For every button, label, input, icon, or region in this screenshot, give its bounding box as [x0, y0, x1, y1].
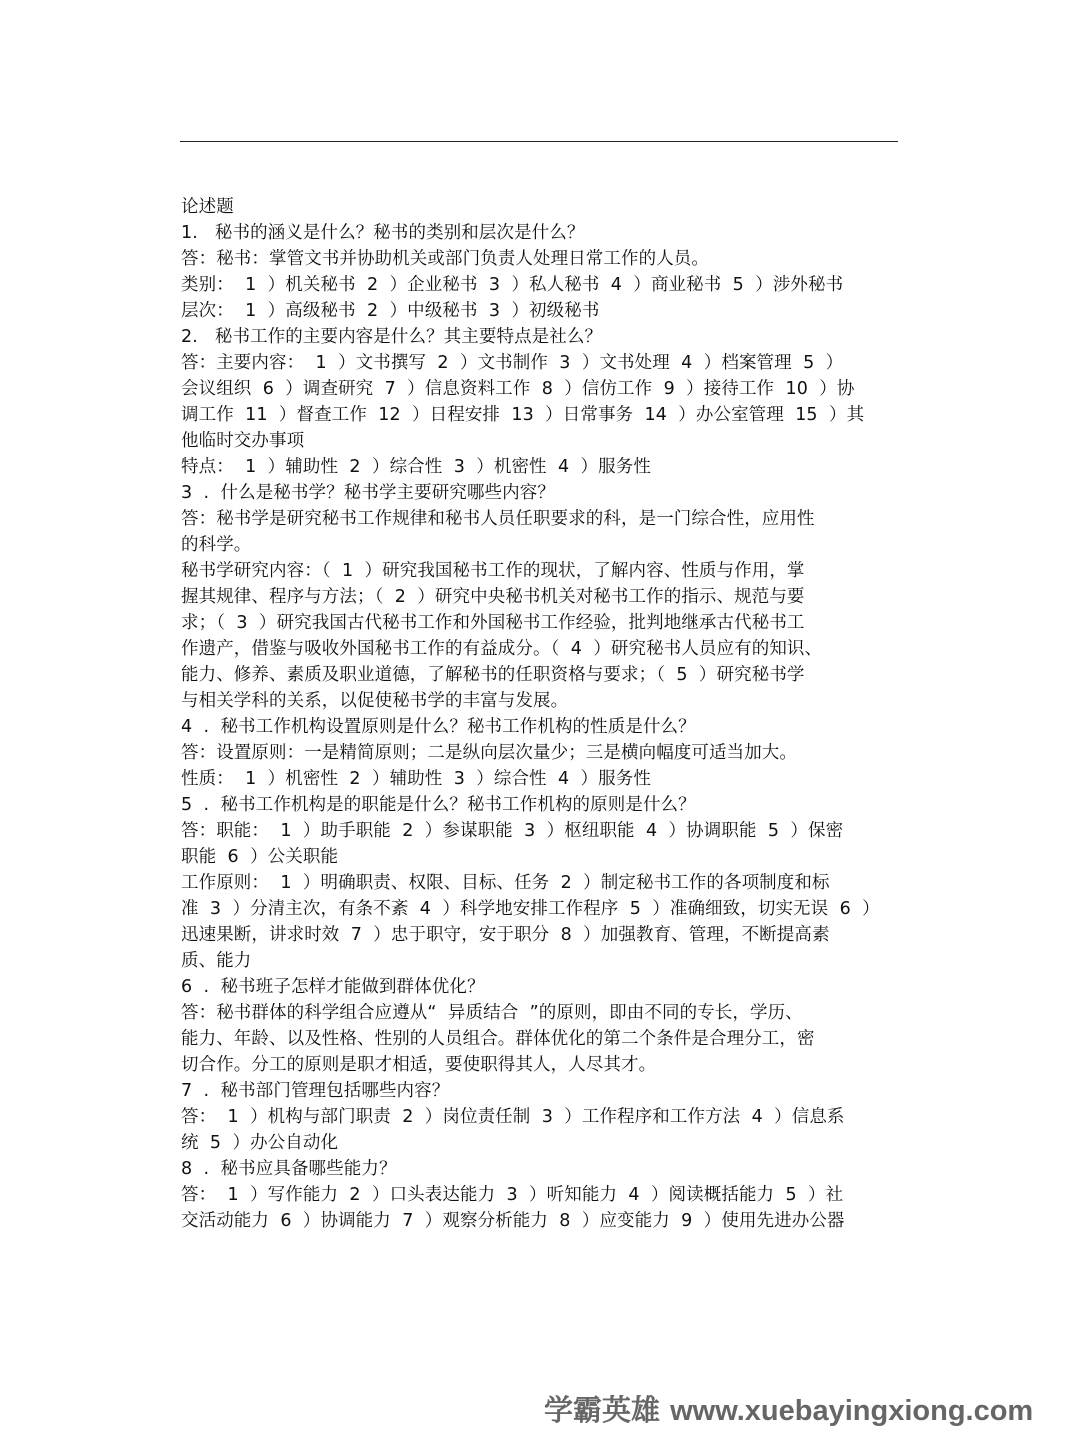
text-line: 答：职能： 1 ）助手职能 2 ）参谋职能 3 ）枢纽职能 4 ）协调职能 5 ）保密 [181, 821, 844, 841]
text-line: 作遗产，借鉴与吸收外国秘书工作的有益成分。（ 4 ）研究秘书人员应有的知识、 [181, 639, 823, 659]
document-body [181, 194, 899, 1234]
text-line: 类别： 1 ）机关秘书 2 ）企业秘书 3 ）私人秘书 4 ）商业秘书 5 ）涉外秘书 [181, 275, 844, 295]
text-line: 质、能力 [181, 951, 252, 971]
watermark-url: www.xuebayingxiong.com [670, 1395, 1034, 1427]
text-line: 答：秘书群体的科学组合应遵从“ 异质结合 ”的原则，即由不同的专长，学历、 [181, 1003, 803, 1023]
watermark-brand: 学霸英雄 [544, 1393, 661, 1427]
text-line: 4 . 秘书工作机构设置原则是什么？秘书工作机构的性质是什么？ [181, 717, 696, 737]
text-line: 答：秘书学是研究秘书工作规律和秘书人员任职要求的科，是一门综合性，应用性 [181, 509, 815, 529]
text-line: 论述题 [181, 197, 234, 217]
text-line: 答： 1 ）机构与部门职责 2 ）岗位责任制 3 ）工作程序和工作方法 4 ）信息系 [181, 1107, 845, 1127]
text-line: 5 . 秘书工作机构是的职能是什么？秘书工作机构的原则是什么？ [181, 795, 696, 815]
text-line: 层次： 1 ）高级秘书 2 ）中级秘书 3 ）初级秘书 [181, 301, 600, 321]
text-line: 会议组织 6 ）调查研究 7 ）信息资料工作 8 ）信仿工作 9 ）接待工作 10 ）协 [181, 379, 855, 399]
text-line: 6 . 秘书班子怎样才能做到群体优化？ [181, 977, 485, 997]
header-rule [180, 141, 898, 142]
text-line: 统 5 ）办公自动化 [181, 1133, 339, 1153]
text-line: 性质： 1 ）机密性 2 ）辅助性 3 ）综合性 4 ）服务性 [181, 769, 651, 789]
text-line: 工作原则： 1 ）明确职责、权限、目标、任务 2 ）制定秘书工作的各项制度和标 [181, 873, 830, 893]
text-line: 能力、修养、素质及职业道德，了解秘书的任职资格与要求；（ 5 ）研究秘书学 [181, 665, 805, 685]
text-line: 答：秘书：掌管文书并协助机关或部门负责人处理日常工作的人员。 [181, 249, 709, 269]
text-line: 答：设置原则：一是精简原则；二是纵向层次量少；三是横向幅度可适当加大。 [181, 743, 797, 763]
text-line: 特点： 1 ）辅助性 2 ）综合性 3 ）机密性 4 ）服务性 [181, 457, 651, 477]
text-line: 职能 6 ）公关职能 [181, 847, 339, 867]
text-line: 切合作。分工的原则是职才相适，要使职得其人，人尽其才。 [181, 1055, 657, 1075]
text-line: 与相关学科的关系，以促使秘书学的丰富与发展。 [181, 691, 569, 711]
text-line: 能力、年龄、以及性格、性别的人员组合。群体优化的第二个条件是合理分工，密 [181, 1029, 815, 1049]
text-line: 握其规律、程序与方法；（ 2 ）研究中央秘书机关对秘书工作的指示、规范与要 [181, 587, 805, 607]
watermark [544, 1390, 1033, 1431]
text-line: 的科学。 [181, 535, 252, 555]
text-line: 2. 秘书工作的主要内容是什么？其主要特点是社么？ [181, 327, 603, 347]
text-line: 求；（ 3 ）研究我国古代秘书工作和外国秘书工作经验，批判地继承古代秘书工 [181, 613, 805, 633]
text-line: 3 . 什么是秘书学？秘书学主要研究哪些内容？ [181, 483, 555, 503]
text-line: 答：主要内容： 1 ）文书撰写 2 ）文书制作 3 ）文书处理 4 ）档案管理 5 ） [181, 353, 844, 373]
text-line: 7 . 秘书部门管理包括哪些内容？ [181, 1081, 450, 1101]
text-line: 1. 秘书的涵义是什么？秘书的类别和层次是什么？ [181, 223, 585, 243]
text-line: 答： 1 ）写作能力 2 ）口头表达能力 3 ）听知能力 4 ）阅读概括能力 5 ）社 [181, 1185, 844, 1205]
text-line: 迅速果断，讲求时效 7 ）忠于职守，安于职分 8 ）加强教育、管理，不断提高素 [181, 925, 830, 945]
text-line: 8 . 秘书应具备哪些能力？ [181, 1159, 397, 1179]
text-line: 交活动能力 6 ）协调能力 7 ）观察分析能力 8 ）应变能力 9 ）使用先进办公器 [181, 1211, 845, 1231]
text-line: 准 3 ）分清主次，有条不紊 4 ）科学地安排工作程序 5 ）准确细致，切实无误 6 ） [181, 899, 880, 919]
text-line: 调工作 11 ）督查工作 12 ）日程安排 13 ）日常事务 14 ）办公室管理 15 ）其 [181, 405, 865, 425]
text-line: 他临时交办事项 [181, 431, 305, 451]
text-line: 秘书学研究内容：（ 1 ）研究我国秘书工作的现状，了解内容、性质与作用，掌 [181, 561, 805, 581]
